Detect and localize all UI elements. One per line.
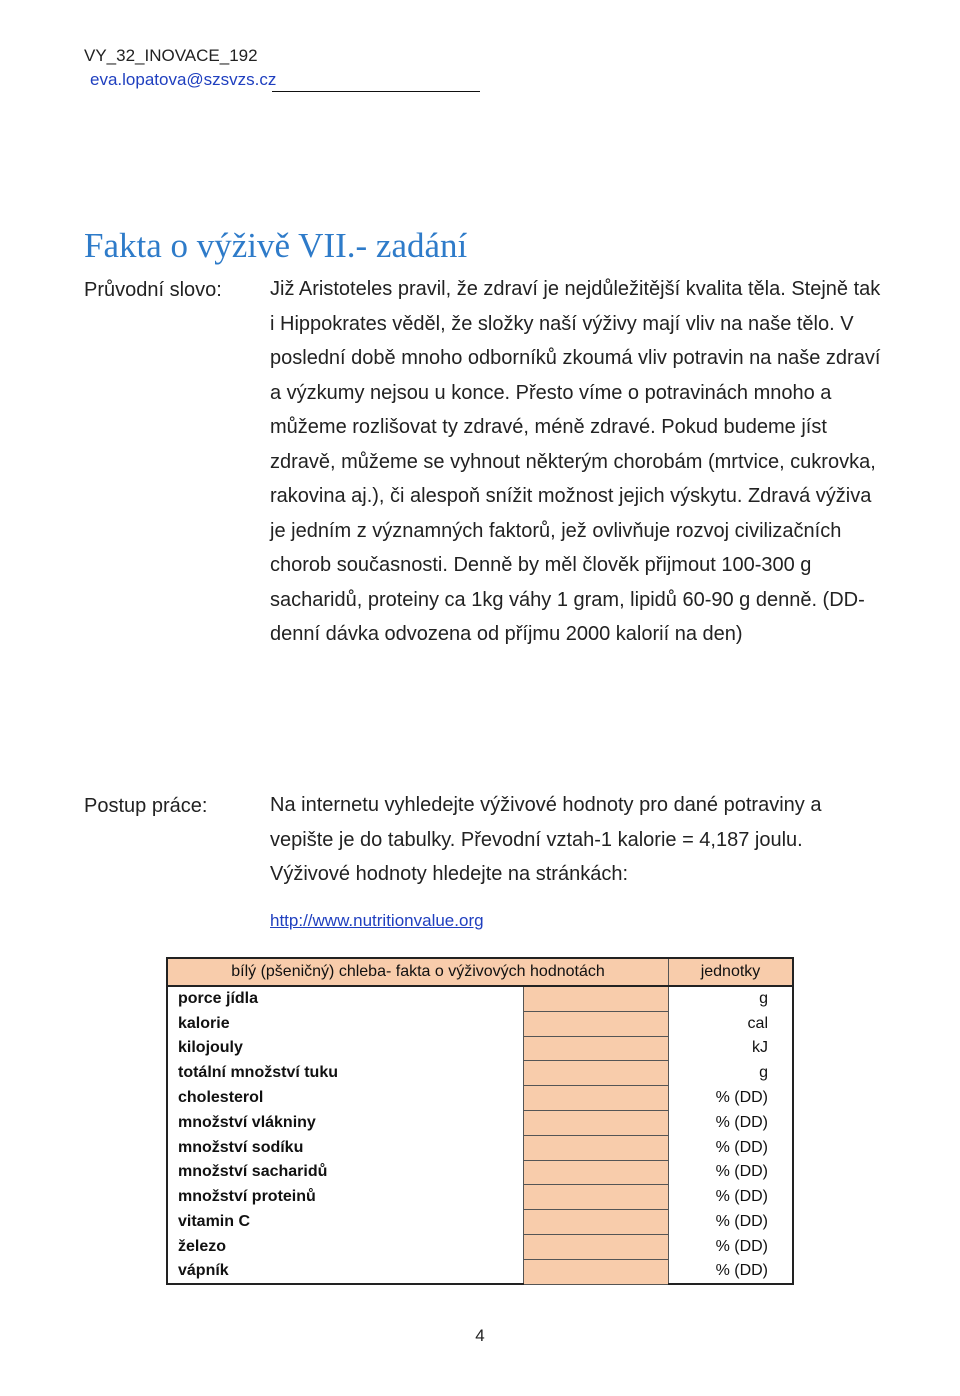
intro-text: Již Aristoteles pravil, že zdraví je nejdůležitější kvalita těla. Stejně tak i Hippokrates věděl, že složky naší výživy mají vliv na naše tělo. V poslední době mnoho odborníků zkoumá vliv potravin na naše zdraví a výzkumy nejsou u konce. Přesto víme o potravinách mnoho a můžeme rozlišovat ty zdravé, méně zdravé. Pokud budeme jíst zdravě, můžeme se vyhnout některým chorobám (mrtvice, cukrovka, rakovina aj.), či alespoň snížit možnost jejich výskytu. Zdravá výživa je jedním z významných faktorů, jež ovlivňuje rozvoj civilizačních chorob současnosti. Denně by měl člověk přijmout 100-300 g sacharidů, proteiny ca 1kg váhy 1 gram, lipidů 60-90 g denně. (DD-denní dávka odvozena od příjmu 2000 kalorií na den) xyxy=(270,278,881,645)
table-row xyxy=(167,1160,793,1185)
nutrient-label: vitamin C xyxy=(167,1210,524,1235)
value-input-cell[interactable] xyxy=(524,1011,669,1036)
page-title: Fakta o výživě VII.- zadání xyxy=(84,226,468,265)
table-row xyxy=(167,1061,793,1086)
table-row xyxy=(167,1185,793,1210)
nutrient-label: množství vlákniny xyxy=(167,1110,524,1135)
nutrient-label: porce jídla xyxy=(167,986,524,1011)
value-input-cell[interactable] xyxy=(524,1259,669,1284)
value-input-cell[interactable] xyxy=(524,1135,669,1160)
table-row xyxy=(167,986,793,1011)
value-input-cell[interactable] xyxy=(524,1210,669,1235)
nutrient-label: kalorie xyxy=(167,1011,524,1036)
nutrient-label: kilojouly xyxy=(167,1036,524,1061)
unit-label: % (DD) xyxy=(669,1210,794,1235)
unit-label: % (DD) xyxy=(669,1185,794,1210)
nutrition-link[interactable]: http://www.nutritionvalue.org xyxy=(270,911,484,930)
table-header-row xyxy=(167,958,793,986)
unit-label: kJ xyxy=(669,1036,794,1061)
value-input-cell[interactable] xyxy=(524,986,669,1011)
unit-label: % (DD) xyxy=(669,1086,794,1111)
document-code: VY_32_INOVACE_192 xyxy=(84,46,258,65)
value-input-cell[interactable] xyxy=(524,1036,669,1061)
unit-label: % (DD) xyxy=(669,1160,794,1185)
table-row xyxy=(167,1086,793,1111)
value-input-cell[interactable] xyxy=(524,1234,669,1259)
unit-label: % (DD) xyxy=(669,1110,794,1135)
table-row xyxy=(167,1210,793,1235)
page-number: 4 xyxy=(475,1326,485,1345)
procedure-text: Na internetu vyhledejte výživové hodnoty pro dané potraviny a vepište je do tabulky. Převodní vztah-1 kalorie = 4,187 joulu. Výživové hodnoty hledejte na stránkách: xyxy=(270,794,822,885)
nutrient-label: vápník xyxy=(167,1259,524,1284)
table-row xyxy=(167,1135,793,1160)
nutrient-label: totální množství tuku xyxy=(167,1061,524,1086)
unit-label: % (DD) xyxy=(669,1135,794,1160)
value-input-cell[interactable] xyxy=(524,1185,669,1210)
intro-label: Průvodní slovo: xyxy=(84,279,222,301)
table-row xyxy=(167,1110,793,1135)
table-row xyxy=(167,1259,793,1284)
value-input-cell[interactable] xyxy=(524,1086,669,1111)
value-input-cell[interactable] xyxy=(524,1110,669,1135)
nutrition-table xyxy=(166,957,794,1285)
nutrient-label: množství sodíku xyxy=(167,1135,524,1160)
unit-label: cal xyxy=(669,1011,794,1036)
nutrient-label: množství proteinů xyxy=(167,1185,524,1210)
value-input-cell[interactable] xyxy=(524,1061,669,1086)
unit-label: g xyxy=(669,986,794,1011)
unit-label: % (DD) xyxy=(669,1259,794,1284)
nutrient-label: cholesterol xyxy=(167,1086,524,1111)
author-email: eva.lopatova@szsvzs.cz xyxy=(90,70,277,89)
procedure-label: Postup práce: xyxy=(84,795,208,817)
table-row xyxy=(167,1036,793,1061)
value-input-cell[interactable] xyxy=(524,1160,669,1185)
table-header-title: bílý (pšeničný) chleba- fakta o výživových hodnotách xyxy=(167,958,669,986)
table-header-units: jednotky xyxy=(669,958,794,986)
nutrient-label: množství sacharidů xyxy=(167,1160,524,1185)
header-underline xyxy=(272,91,480,92)
unit-label: % (DD) xyxy=(669,1234,794,1259)
unit-label: g xyxy=(669,1061,794,1086)
table-row xyxy=(167,1234,793,1259)
table-row xyxy=(167,1011,793,1036)
nutrient-label: železo xyxy=(167,1234,524,1259)
